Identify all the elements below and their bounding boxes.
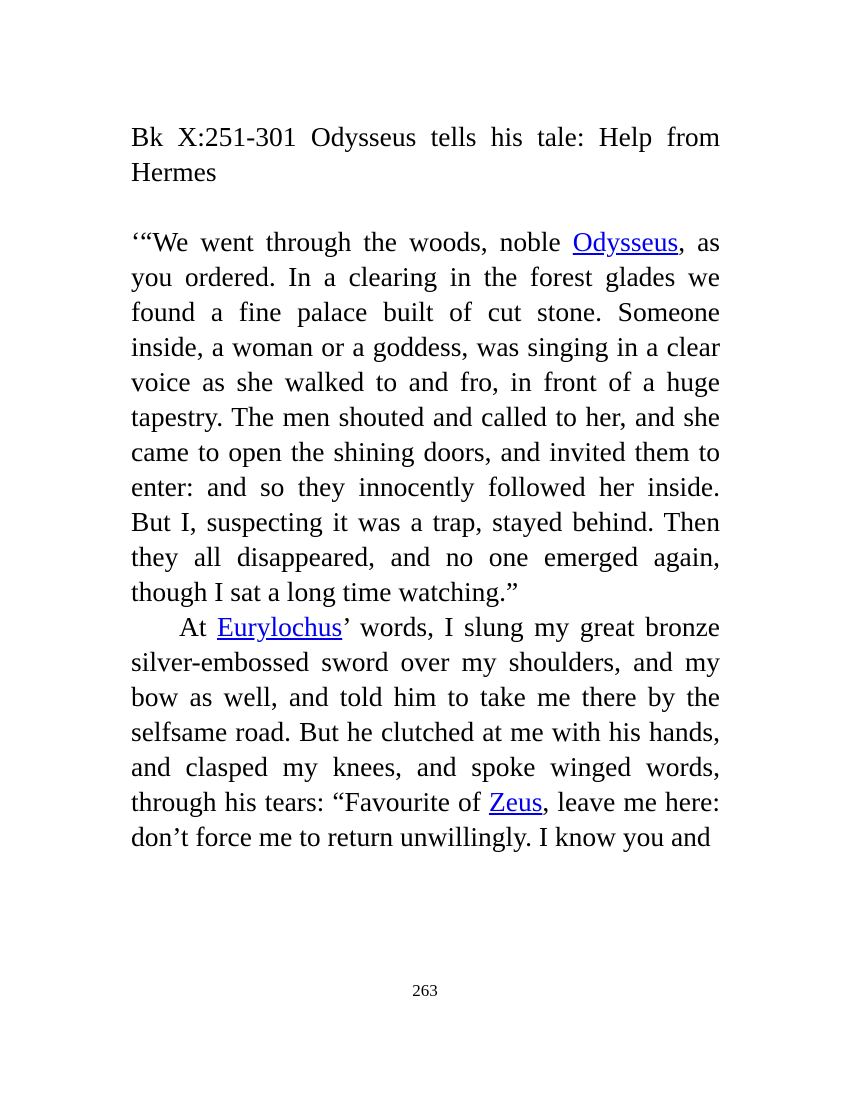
paragraph-text: , leave me here: don’t force me to return unwillingly. I know you and — [131, 786, 720, 852]
paragraph-text: ‘“We went through the woods, noble — [131, 226, 573, 257]
paragraph-text: , as you ordered. In a clearing in the forest glades we found a fine palace built of cut stone. Someone inside, a woman or a goddess, was singing in a clear voice as she walked to and fro, in front of a huge tapestry. The men shouted and called to her, and she came to open the shining doors, and invited them to enter: and so they innocently followed her inside. But I, suspecting it was a trap, stayed behind. Then they all disappeared, and no one emerged again, though I sat a long time watching.” — [131, 226, 720, 607]
section-heading: Bk X:251-301 Odysseus tells his tale: Help from Hermes — [131, 121, 720, 187]
page-number: 263 — [412, 981, 438, 1000]
link-eurylochus[interactable]: Eurylochus — [216, 611, 343, 642]
paragraph-text: At — [179, 611, 217, 642]
page-body — [131, 119, 720, 854]
paragraph-eurylochus-plea — [131, 609, 720, 854]
paragraph-text: ’ words, I slung my great bronze silver-embossed sword over my shoulders, and my bow as well, and told him to take me there by the selfsame road. But he clutched at me with his hands, and clasped my knees, and spoke winged words, through his tears: “Favourite of — [131, 611, 720, 817]
link-odysseus[interactable]: Odysseus — [572, 226, 679, 257]
link-zeus[interactable]: Zeus — [488, 786, 543, 817]
paragraph-scouting-report — [131, 224, 720, 609]
